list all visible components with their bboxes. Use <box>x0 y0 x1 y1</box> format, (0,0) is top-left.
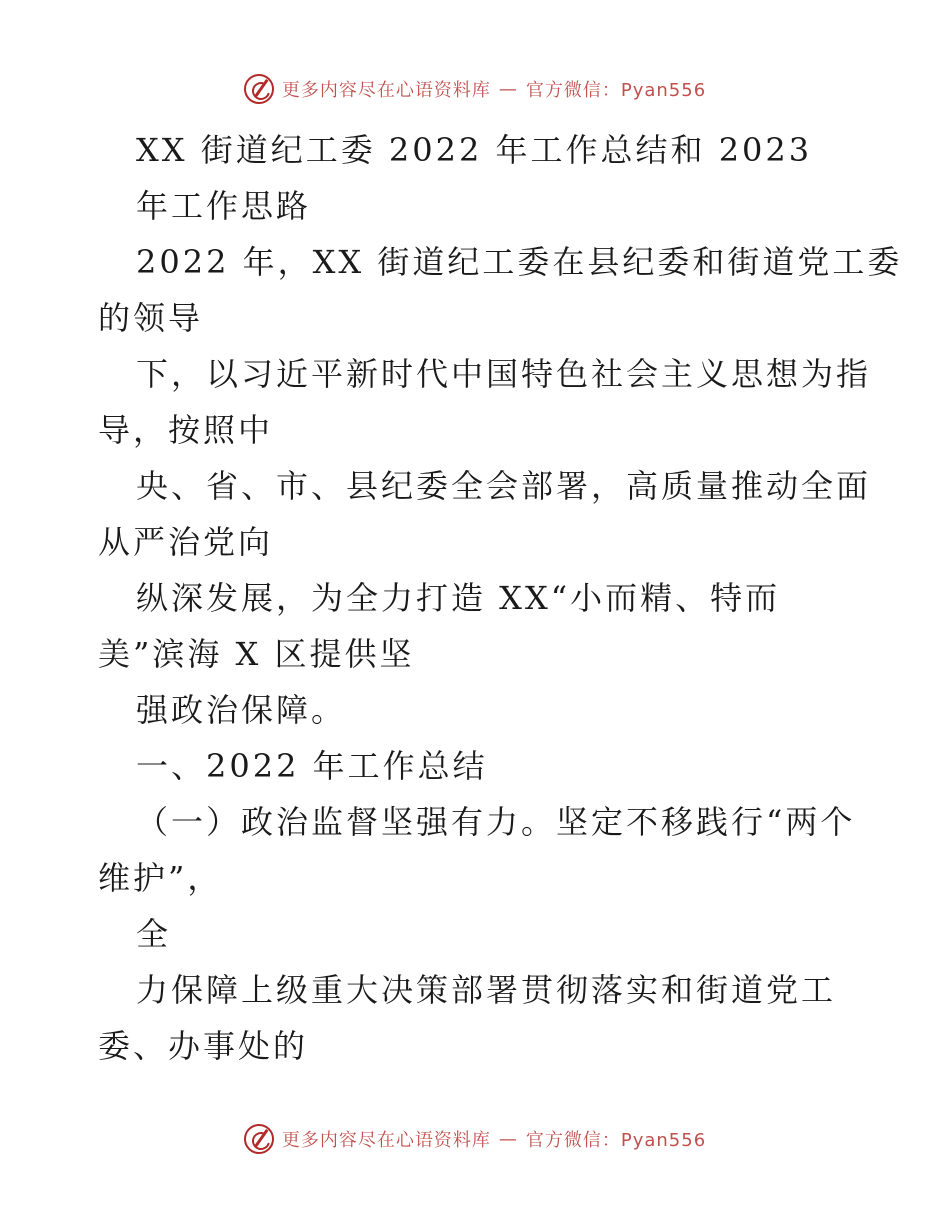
doc-line: 委、办事处的 <box>98 1027 309 1065</box>
footer-watermark <box>0 1124 950 1154</box>
doc-line: 导，按照中 <box>98 411 274 449</box>
watermark-separator: — <box>498 1128 518 1150</box>
watermark-text: 更多内容尽在心语资料库 <box>281 80 491 101</box>
doc-line: XX 街道纪工委 2022 年工作总结和 2023 <box>136 131 813 169</box>
doc-line: 从严治党向 <box>98 523 274 561</box>
watermark-contact: 官方微信：Pyan556 <box>525 80 707 101</box>
watermark-separator: — <box>498 78 518 100</box>
doc-line: 下，以习近平新时代中国特色社会主义思想为指 <box>136 355 872 393</box>
doc-line: 2022 年，XX 街道纪工委在县纪委和街道党工委 <box>136 243 903 281</box>
doc-line: 年工作思路 <box>136 187 312 225</box>
doc-line: 力保障上级重大决策部署贯彻落实和街道党工 <box>136 971 837 1009</box>
pen-logo-icon <box>244 1124 274 1154</box>
doc-line: 维护”， <box>98 859 223 897</box>
doc-line: 央、省、市、县纪委全会部署，高质量推动全面 <box>136 467 872 505</box>
doc-line: 一、2022 年工作总结 <box>136 747 488 785</box>
doc-line: 全 <box>136 915 172 953</box>
doc-line: 纵深发展，为全力打造 XX“小而精、特而 <box>136 579 781 617</box>
watermark-contact: 官方微信：Pyan556 <box>525 1130 707 1151</box>
pen-logo-icon <box>244 74 274 104</box>
doc-line: 的领导 <box>98 299 204 337</box>
doc-line: 美”滨海 X 区提供坚 <box>98 635 415 673</box>
document-body <box>98 122 903 1074</box>
header-watermark <box>0 74 950 104</box>
doc-line: （一）政治监督坚强有力。坚定不移践行“两个 <box>136 803 856 841</box>
watermark-text: 更多内容尽在心语资料库 <box>281 1130 491 1151</box>
doc-line: 强政治保障。 <box>136 691 347 729</box>
